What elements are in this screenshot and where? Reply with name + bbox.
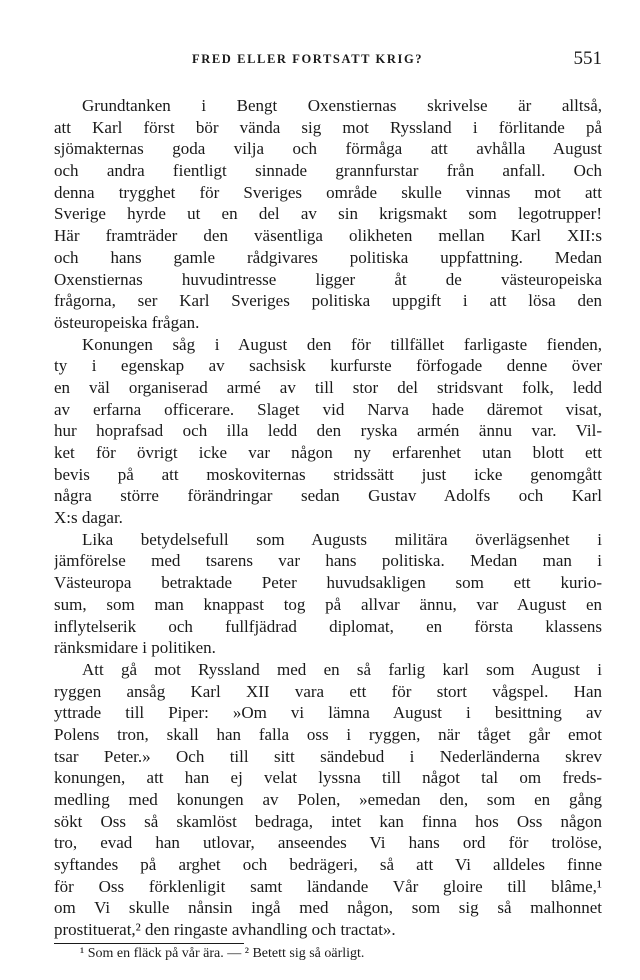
text-line: Konungen såg i August den för tillfället farligaste fienden, bbox=[82, 334, 602, 354]
text-line: och hans gamle rådgivares politiska uppfattning. Medan bbox=[54, 247, 602, 267]
text-line: denna trygghet för Sveriges område skulle vinnas mot att bbox=[54, 182, 602, 202]
text-line: tsar Peter.» Och till sitt sändebud i Nederländerna skrev bbox=[54, 746, 602, 766]
text-line: för Oss förklenligit samt ländande Vår gloire till blâme,¹ bbox=[54, 876, 602, 896]
text-line: inflytelserik och fullfjädrad diplomat, en första klassens bbox=[54, 616, 602, 636]
text-line: om Vi skulle nånsin ingå med någon, som sig så malhonnet bbox=[54, 898, 602, 918]
text-line: Att gå mot Ryssland med en så farlig karl som August i bbox=[82, 659, 602, 679]
running-title: FRED ELLER FORTSATT KRIG? bbox=[192, 52, 424, 66]
text-line: medling med konungen av Polen, »emedan den, som en gång bbox=[54, 790, 602, 809]
text-line: prostituerat,² den ringaste avhandling och tractat». bbox=[54, 920, 396, 940]
footnotes: ¹ Som en fläck på vår ära. — ² Betett sig så oärligt. bbox=[80, 945, 365, 961]
text-line: ket för övrigt icke var någon ny erfarenhet utan blott ett bbox=[54, 443, 602, 462]
text-line: en väl organiserad armé av till stor del stridsvant folk, ledd bbox=[54, 377, 602, 397]
text-line: Polens tron, skall han falla oss i ryggen, när tåget går emot bbox=[54, 724, 602, 744]
text-line: sum, som man knappast tog på allvar ännu, var August en bbox=[54, 594, 602, 614]
page-number: 551 bbox=[573, 48, 602, 69]
text-line: X:s dagar. bbox=[54, 508, 123, 528]
text-line: östeuropeiska frågan. bbox=[54, 312, 200, 332]
text-line: ränksmidare i politiken. bbox=[54, 638, 216, 658]
text-line: av erfarna officerare. Slaget vid Narva hade däremot visat, bbox=[54, 399, 602, 419]
text-line: ty i egenskap av sachsisk kurfurste förfogade denne över bbox=[54, 356, 602, 376]
text-line: Västeuropa betraktade Peter huvudsakligen som ett kurio- bbox=[54, 573, 602, 593]
text-line: Här framträder den väsentliga olikheten mellan Karl XII:s bbox=[54, 226, 602, 246]
text-line: tro, evad han utlovar, anseendes Vi hans ord för trolöse, bbox=[54, 833, 602, 853]
text-line: Sverige hyrde ut en del av sin krigsmakt som legotrupper! bbox=[54, 204, 602, 224]
text-line: sjömakternas goda vilja och förmåga att avhålla August bbox=[54, 139, 602, 159]
text-line: sökt Oss så skamlöst bedraga, intet kan finna hos Oss någon bbox=[54, 811, 602, 831]
text-line: jämförelse med tsarens var hans politiska. Medan man i bbox=[54, 551, 602, 571]
body-text bbox=[54, 95, 602, 963]
text-line: Grundtanken i Bengt Oxenstiernas skrivelse är alltså, bbox=[82, 96, 602, 115]
text-line: och andra fientligt sinnade grannfurstar från anfall. Och bbox=[54, 161, 602, 181]
text-line: ryggen ansåg Karl XII vara ett för stort vågspel. Han bbox=[54, 681, 602, 701]
text-line: frågorna, ser Karl Sveriges politiska uppgift i att lösa den bbox=[54, 291, 602, 311]
text-line: hur hoprafsad och illa ledd den ryska armén ännu var. Vil- bbox=[54, 421, 602, 441]
text-line: bevis på att moskoviternas stridssätt just icke genomgått bbox=[54, 464, 602, 484]
text-line: några större förändringar sedan Gustav Adolfs och Karl bbox=[54, 486, 602, 506]
text-line: Lika betydelsefull som Augusts militära överlägsenhet i bbox=[82, 529, 602, 549]
text-line: konungen, att han ej velat lyssna till något tal om freds- bbox=[54, 768, 602, 788]
text-line: Oxenstiernas huvudintresse ligger åt de västeuropeiska bbox=[54, 269, 602, 289]
text-line: syftandes på arghet och bedrägeri, så att Vi alldeles finne bbox=[54, 855, 602, 875]
text-line: att Karl först bör vända sig mot Ryssland i förlitande på bbox=[54, 117, 602, 137]
page-header bbox=[54, 48, 602, 74]
text-line: yttrade till Piper: »Om vi lämna August i besittning av bbox=[54, 703, 602, 723]
